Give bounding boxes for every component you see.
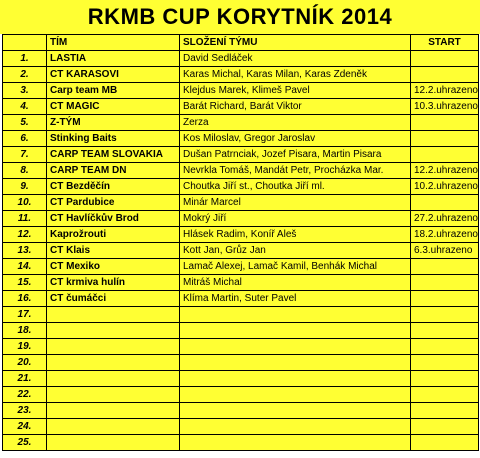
team-members-cell[interactable]: Kott Jan, Grůz Jan (180, 243, 411, 259)
team-name-cell[interactable]: CT čumáčci (47, 291, 180, 307)
team-name-cell[interactable]: Kaprožrouti (47, 227, 180, 243)
start-payment-cell[interactable]: 6.3.uhrazeno (411, 243, 479, 259)
row-number-cell[interactable]: 24. (3, 419, 47, 435)
table-row (3, 371, 479, 387)
registration-table (2, 34, 479, 451)
row-number-cell[interactable]: 7. (3, 147, 47, 163)
team-name-cell[interactable]: CARP TEAM SLOVAKIA (47, 147, 180, 163)
team-members-cell[interactable]: Dušan Patrnciak, Jozef Pisara, Martin Pisara (180, 147, 411, 163)
start-payment-cell[interactable] (411, 259, 479, 275)
row-number-cell[interactable]: 13. (3, 243, 47, 259)
row-number-cell[interactable]: 1. (3, 51, 47, 67)
team-members-cell[interactable]: Minár Marcel (180, 195, 411, 211)
table-row (3, 355, 479, 371)
start-payment-cell[interactable] (411, 275, 479, 291)
row-number-cell[interactable]: 20. (3, 355, 47, 371)
row-number-cell[interactable]: 21. (3, 371, 47, 387)
table-row (3, 291, 479, 307)
row-number-cell[interactable]: 23. (3, 403, 47, 419)
team-name-cell[interactable] (47, 307, 180, 323)
team-members-cell[interactable]: Zerza (180, 115, 411, 131)
table-row (3, 83, 479, 99)
header-number[interactable] (3, 35, 47, 51)
team-name-cell[interactable] (47, 323, 180, 339)
team-members-cell[interactable]: Klíma Martin, Suter Pavel (180, 291, 411, 307)
start-payment-cell[interactable] (411, 67, 479, 83)
team-name-cell[interactable]: CARP TEAM DN (47, 163, 180, 179)
start-payment-cell[interactable]: 12.2.uhrazeno (411, 83, 479, 99)
table-row (3, 99, 479, 115)
start-payment-cell[interactable] (411, 147, 479, 163)
start-payment-cell[interactable] (411, 195, 479, 211)
team-members-cell[interactable]: Kos Miloslav, Gregor Jaroslav (180, 131, 411, 147)
table-row (3, 67, 479, 83)
team-members-cell[interactable] (180, 387, 411, 403)
team-members-cell[interactable]: Karas Michal, Karas Milan, Karas Zdeněk (180, 67, 411, 83)
table-row (3, 259, 479, 275)
team-name-cell[interactable]: Stinking Baits (47, 131, 180, 147)
team-name-cell[interactable]: Carp team MB (47, 83, 180, 99)
team-members-cell[interactable] (180, 307, 411, 323)
team-members-cell[interactable]: David Sedláček (180, 51, 411, 67)
team-name-cell[interactable] (47, 435, 180, 451)
start-payment-cell[interactable] (411, 115, 479, 131)
start-payment-cell[interactable] (411, 291, 479, 307)
row-number-cell[interactable]: 5. (3, 115, 47, 131)
start-payment-cell[interactable] (411, 435, 479, 451)
header-members[interactable]: SLOŽENÍ TÝMU (180, 35, 411, 51)
table-row (3, 227, 479, 243)
team-members-cell[interactable]: Nevrkla Tomáš, Mandát Petr, Procházka Mar. (180, 163, 411, 179)
team-members-cell[interactable] (180, 403, 411, 419)
table-row (3, 195, 479, 211)
header-row (3, 35, 479, 51)
team-members-cell[interactable]: Klejdus Marek, Klimeš Pavel (180, 83, 411, 99)
row-number-cell[interactable]: 4. (3, 99, 47, 115)
team-name-cell[interactable]: CT krmiva hulín (47, 275, 180, 291)
table-row (3, 131, 479, 147)
row-number-cell[interactable]: 6. (3, 131, 47, 147)
table-row (3, 323, 479, 339)
table-row (3, 211, 479, 227)
start-payment-cell[interactable] (411, 403, 479, 419)
team-name-cell[interactable] (47, 403, 180, 419)
table-row (3, 387, 479, 403)
start-payment-cell[interactable] (411, 51, 479, 67)
start-payment-cell[interactable] (411, 419, 479, 435)
team-members-cell[interactable]: Hlásek Radim, Koníř Aleš (180, 227, 411, 243)
team-name-cell[interactable] (47, 355, 180, 371)
table-row (3, 307, 479, 323)
table-row (3, 243, 479, 259)
team-members-cell[interactable] (180, 419, 411, 435)
start-payment-cell[interactable] (411, 355, 479, 371)
table-row (3, 179, 479, 195)
start-payment-cell[interactable] (411, 131, 479, 147)
team-name-cell[interactable]: CT Mexiko (47, 259, 180, 275)
row-number-cell[interactable]: 15. (3, 275, 47, 291)
row-number-cell[interactable]: 18. (3, 323, 47, 339)
row-number-cell[interactable]: 25. (3, 435, 47, 451)
row-number-cell[interactable]: 17. (3, 307, 47, 323)
team-members-cell[interactable]: Mokrý Jiří (180, 211, 411, 227)
start-payment-cell[interactable]: 12.2.uhrazeno (411, 163, 479, 179)
table-row (3, 115, 479, 131)
start-payment-cell[interactable] (411, 371, 479, 387)
row-number-cell[interactable]: 22. (3, 387, 47, 403)
table-row (3, 419, 479, 435)
start-payment-cell[interactable]: 10.3.uhrazeno (411, 99, 479, 115)
row-number-cell[interactable]: 9. (3, 179, 47, 195)
team-members-cell[interactable] (180, 323, 411, 339)
team-name-cell[interactable]: Z-TÝM (47, 115, 180, 131)
table-row (3, 339, 479, 355)
team-members-cell[interactable] (180, 371, 411, 387)
team-name-cell[interactable]: CT MAGIC (47, 99, 180, 115)
team-name-cell[interactable]: LASTIA (47, 51, 180, 67)
header-start[interactable]: START (411, 35, 479, 51)
row-number-cell[interactable]: 2. (3, 67, 47, 83)
header-team[interactable]: TÍM (47, 35, 180, 51)
team-name-cell[interactable]: CT Pardubice (47, 195, 180, 211)
team-name-cell[interactable] (47, 339, 180, 355)
row-number-cell[interactable]: 14. (3, 259, 47, 275)
start-payment-cell[interactable]: 27.2.uhrazeno (411, 211, 479, 227)
start-payment-cell[interactable] (411, 323, 479, 339)
row-number-cell[interactable]: 8. (3, 163, 47, 179)
table-row (3, 403, 479, 419)
start-payment-cell[interactable]: 10.2.uhrazeno (411, 179, 479, 195)
team-members-cell[interactable]: Choutka Jiří st., Choutka Jiří ml. (180, 179, 411, 195)
start-payment-cell[interactable]: 18.2.uhrazeno (411, 227, 479, 243)
sheet-title: RKMB CUP KORYTNÍK 2014 (0, 0, 480, 34)
row-number-cell[interactable]: 19. (3, 339, 47, 355)
team-name-cell[interactable]: CT Klais (47, 243, 180, 259)
team-name-cell[interactable]: CT Bezděčín (47, 179, 180, 195)
table-row (3, 147, 479, 163)
table-body (3, 51, 479, 451)
start-payment-cell[interactable] (411, 307, 479, 323)
team-name-cell[interactable] (47, 387, 180, 403)
row-number-cell[interactable]: 16. (3, 291, 47, 307)
team-members-cell[interactable] (180, 339, 411, 355)
start-payment-cell[interactable] (411, 339, 479, 355)
table-row (3, 435, 479, 451)
row-number-cell[interactable]: 10. (3, 195, 47, 211)
team-name-cell[interactable] (47, 371, 180, 387)
row-number-cell[interactable]: 3. (3, 83, 47, 99)
table-row (3, 275, 479, 291)
row-number-cell[interactable]: 12. (3, 227, 47, 243)
team-members-cell[interactable]: Lamač Alexej, Lamač Kamil, Benhák Michal (180, 259, 411, 275)
team-members-cell[interactable]: Barát Richard, Barát Viktor (180, 99, 411, 115)
team-name-cell[interactable]: CT KARASOVI (47, 67, 180, 83)
team-name-cell[interactable]: CT Havlíčkův Brod (47, 211, 180, 227)
team-members-cell[interactable]: Mitráš Michal (180, 275, 411, 291)
start-payment-cell[interactable] (411, 387, 479, 403)
team-members-cell[interactable] (180, 355, 411, 371)
team-name-cell[interactable] (47, 419, 180, 435)
table-row (3, 51, 479, 67)
row-number-cell[interactable]: 11. (3, 211, 47, 227)
table-row (3, 163, 479, 179)
team-members-cell[interactable] (180, 435, 411, 451)
